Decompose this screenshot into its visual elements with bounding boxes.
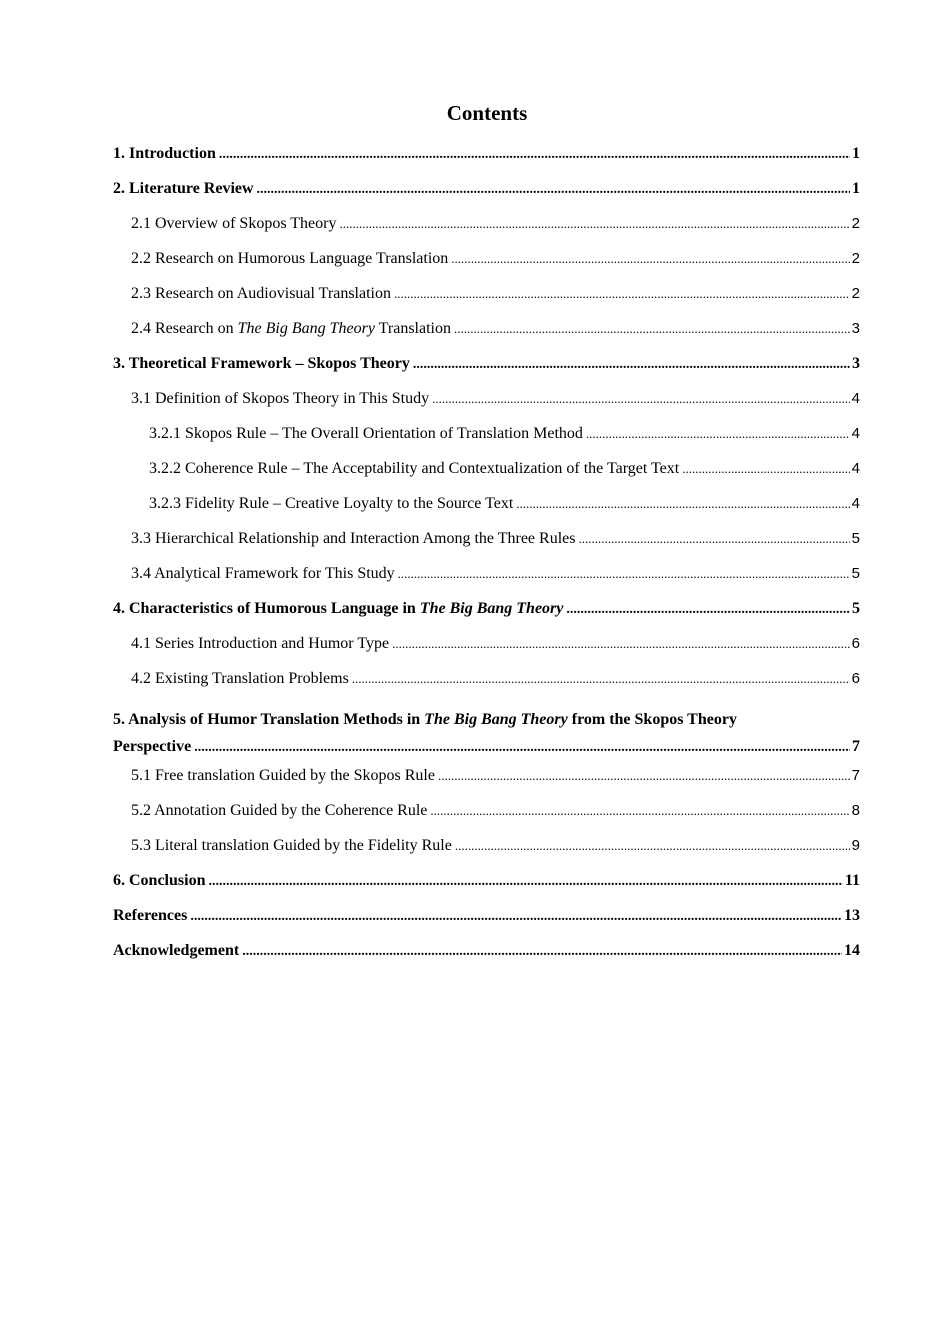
dot-leader — [586, 423, 850, 445]
toc-page-number: 14 — [844, 942, 860, 959]
toc-entry-text: 6. Conclusion — [113, 872, 206, 889]
toc-entry[interactable] — [113, 668, 860, 703]
toc-entry-text: 3.1 Definition of Skopos Theory in This Study — [131, 390, 430, 407]
toc-page-number: 7 — [851, 767, 860, 784]
contents-title: Contents — [446, 101, 528, 125]
dot-leader — [438, 765, 850, 787]
toc-entry[interactable] — [113, 633, 860, 668]
toc-entry[interactable] — [113, 905, 860, 940]
dot-leader — [398, 563, 850, 585]
toc-entry[interactable] — [113, 709, 860, 765]
toc-entry-text: 1. Introduction — [113, 145, 216, 162]
toc-entry-text — [113, 709, 860, 731]
toc-page-number: 3 — [852, 355, 860, 372]
toc-page-number: 6 — [851, 635, 860, 652]
toc-entry[interactable] — [113, 835, 860, 870]
toc-entry-text: 4.2 Existing Translation Problems — [131, 670, 349, 687]
toc-entry-text: 2.1 Overview of Skopos Theory — [131, 215, 337, 232]
dot-leader — [219, 143, 850, 166]
toc-page-number: 1 — [852, 180, 860, 197]
dot-leader — [190, 905, 842, 928]
dot-leader — [516, 493, 849, 515]
toc-page-number: 11 — [844, 872, 860, 889]
dot-leader — [578, 528, 849, 550]
toc-page-number: 3 — [851, 320, 860, 337]
toc-page-number: 4 — [851, 495, 860, 512]
toc-entry[interactable] — [113, 458, 860, 493]
toc-page-number: 1 — [852, 145, 860, 162]
toc-page-number: 2 — [851, 285, 860, 302]
dot-leader — [242, 940, 842, 963]
dot-leader — [455, 835, 850, 857]
toc-entry-text-before: 4. Characteristics of Humorous Language in — [113, 600, 420, 617]
toc-entry-text-after: from the Skopos Theory — [567, 711, 737, 728]
table-of-contents — [113, 143, 860, 975]
toc-entry[interactable] — [113, 248, 860, 283]
toc-entry[interactable] — [113, 143, 860, 178]
toc-entry[interactable] — [113, 800, 860, 835]
toc-entry[interactable] — [113, 178, 860, 213]
toc-entry[interactable] — [113, 598, 860, 633]
toc-entry-text: 2.2 Research on Humorous Language Translation — [131, 250, 449, 267]
toc-page-number: 13 — [844, 907, 860, 924]
toc-entry[interactable] — [113, 423, 860, 458]
toc-entry-text: 5.1 Free translation Guided by the Skopos Rule — [131, 767, 435, 784]
toc-entry-text: 3.3 Hierarchical Relationship and Interaction Among the Three Rules — [131, 530, 576, 547]
dot-leader — [682, 458, 849, 480]
toc-entry-text: 3.4 Analytical Framework for This Study — [131, 565, 395, 582]
toc-entry-text: 2. Literature Review — [113, 180, 254, 197]
toc-entry[interactable] — [113, 318, 860, 353]
toc-entry-text: 3.2.3 Fidelity Rule – Creative Loyalty to the Source Text — [149, 495, 514, 512]
toc-entry[interactable] — [113, 765, 860, 800]
toc-page-number: 9 — [851, 837, 860, 854]
toc-page-number: 5 — [852, 600, 860, 617]
dot-leader — [392, 633, 850, 655]
toc-page-number: 8 — [851, 802, 860, 819]
toc-page-number: 2 — [851, 215, 860, 232]
toc-entry-italic-title: The Big Bang Theory — [237, 320, 375, 337]
toc-entry-text: References — [113, 907, 188, 924]
toc-entry[interactable] — [113, 213, 860, 248]
toc-page-number: 5 — [851, 530, 860, 547]
toc-entry-text: 5.3 Literal translation Guided by the Fidelity Rule — [131, 837, 452, 854]
toc-page-number: 4 — [851, 390, 860, 407]
toc-entry-italic-title: The Big Bang Theory — [424, 711, 568, 728]
toc-entry[interactable] — [113, 563, 860, 598]
toc-entry[interactable] — [113, 353, 860, 388]
dot-leader — [430, 800, 849, 822]
toc-entry-text: 5.2 Annotation Guided by the Coherence Rule — [131, 802, 428, 819]
toc-entry-text-before: 5. Analysis of Humor Translation Methods in — [113, 711, 425, 728]
toc-entry-italic-title: The Big Bang Theory — [419, 600, 564, 617]
toc-entry[interactable] — [113, 493, 860, 528]
toc-entry-text: 3.2.2 Coherence Rule – The Acceptability and Contextualization of the Target Text — [149, 460, 680, 477]
toc-page-number: 2 — [851, 250, 860, 267]
dot-leader — [194, 736, 850, 759]
toc-entry[interactable] — [113, 388, 860, 423]
dot-leader — [208, 870, 842, 893]
toc-entry-continuation — [113, 736, 860, 765]
dot-leader — [454, 318, 850, 340]
dot-leader — [566, 598, 850, 621]
dot-leader — [394, 283, 850, 305]
dot-leader — [413, 353, 850, 376]
toc-entry-text — [131, 318, 451, 340]
toc-entry[interactable] — [113, 870, 860, 905]
toc-page-number: 6 — [851, 670, 860, 687]
dot-leader — [257, 178, 850, 201]
toc-entry-text: 2.3 Research on Audiovisual Translation — [131, 285, 391, 302]
toc-entry-text: Acknowledgement — [113, 942, 240, 959]
dot-leader — [339, 213, 849, 235]
toc-page-number: 4 — [851, 425, 860, 442]
toc-entry-text: 3.2.1 Skopos Rule – The Overall Orientation of Translation Method — [149, 425, 583, 442]
toc-entry[interactable] — [113, 940, 860, 975]
toc-entry-text: 3. Theoretical Framework – Skopos Theory — [113, 355, 410, 372]
toc-page-number: 7 — [852, 738, 860, 755]
toc-entry-text-line2: Perspective — [113, 738, 192, 755]
dot-leader — [352, 668, 850, 690]
toc-entry[interactable] — [113, 528, 860, 563]
dot-leader — [451, 248, 849, 270]
dot-leader — [432, 388, 850, 410]
toc-entry[interactable] — [113, 283, 860, 318]
toc-page-number: 5 — [851, 565, 860, 582]
toc-entry-text: 4.1 Series Introduction and Humor Type — [131, 635, 390, 652]
toc-page-number: 4 — [851, 460, 860, 477]
toc-entry-text-after: Translation — [374, 320, 451, 337]
toc-entry-text — [113, 598, 563, 620]
toc-entry-text-before: 2.4 Research on — [131, 320, 238, 337]
